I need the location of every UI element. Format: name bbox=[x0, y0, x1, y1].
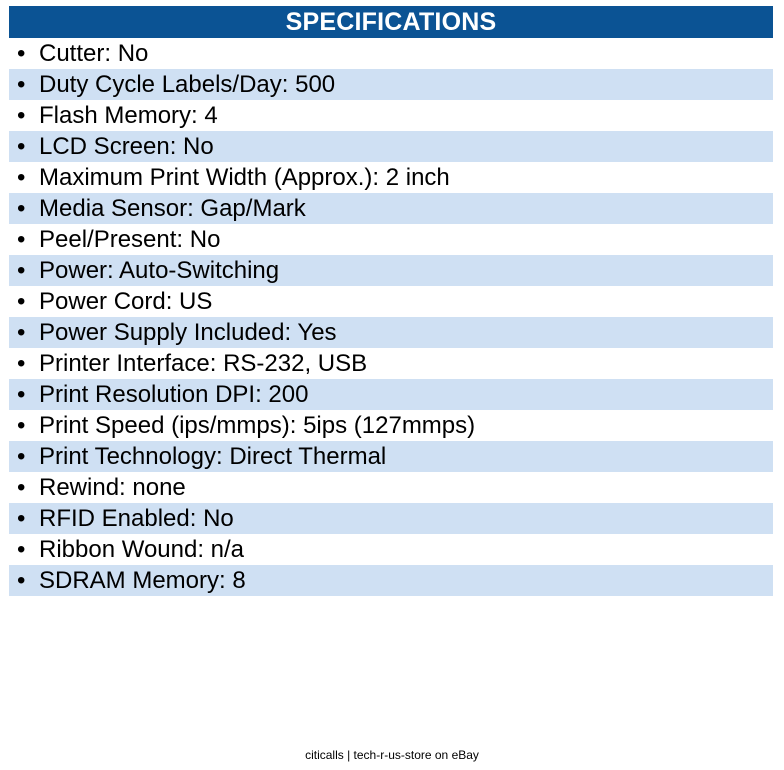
spec-list bbox=[9, 38, 773, 596]
bullet-icon: • bbox=[17, 164, 26, 191]
spec-row-power-supply bbox=[9, 317, 773, 348]
spec-row-ribbon-wound bbox=[9, 534, 773, 565]
spec-text: Rewind: none bbox=[39, 474, 186, 501]
specifications-panel bbox=[9, 6, 773, 596]
spec-row-media-sensor bbox=[9, 193, 773, 224]
spec-text: RFID Enabled: No bbox=[39, 505, 234, 532]
spec-text: Ribbon Wound: n/a bbox=[39, 536, 245, 563]
spec-text: Flash Memory: 4 bbox=[39, 102, 218, 129]
spec-text: SDRAM Memory: 8 bbox=[39, 567, 246, 594]
bullet-icon: • bbox=[17, 443, 26, 470]
spec-text: Maximum Print Width (Approx.): 2 inch bbox=[39, 164, 450, 191]
spec-row-rfid-enabled bbox=[9, 503, 773, 534]
spec-text: Power Supply Included: Yes bbox=[39, 319, 337, 346]
bullet-icon: • bbox=[17, 474, 26, 501]
bullet-icon: • bbox=[17, 257, 26, 284]
spec-row-printer-interface bbox=[9, 348, 773, 379]
spec-row-sdram-memory bbox=[9, 565, 773, 596]
bullet-icon: • bbox=[17, 350, 26, 377]
bullet-icon: • bbox=[17, 226, 26, 253]
spec-row-cutter bbox=[9, 38, 773, 69]
spec-text: LCD Screen: No bbox=[39, 133, 214, 160]
footer-credit: citicalls | tech-r-us-store on eBay bbox=[305, 748, 479, 762]
spec-row-power-cord bbox=[9, 286, 773, 317]
spec-row-lcd-screen bbox=[9, 131, 773, 162]
bullet-icon: • bbox=[17, 319, 26, 346]
spec-text: Print Technology: Direct Thermal bbox=[39, 443, 387, 470]
spec-text: Media Sensor: Gap/Mark bbox=[39, 195, 306, 222]
spec-row-peel-present bbox=[9, 224, 773, 255]
spec-row-print-speed bbox=[9, 410, 773, 441]
spec-row-duty-cycle bbox=[9, 69, 773, 100]
spec-text: Power: Auto-Switching bbox=[39, 257, 280, 284]
bullet-icon: • bbox=[17, 567, 26, 594]
bullet-icon: • bbox=[17, 536, 26, 563]
spec-row-print-technology bbox=[9, 441, 773, 472]
bullet-icon: • bbox=[17, 195, 26, 222]
spec-row-flash-memory bbox=[9, 100, 773, 131]
spec-text: Print Speed (ips/mmps): 5ips (127mmps) bbox=[39, 412, 476, 439]
bullet-icon: • bbox=[17, 40, 26, 67]
spec-text: Printer Interface: RS-232, USB bbox=[39, 350, 368, 377]
spec-row-power bbox=[9, 255, 773, 286]
bullet-icon: • bbox=[17, 102, 26, 129]
spec-text: Peel/Present: No bbox=[39, 226, 221, 253]
bullet-icon: • bbox=[17, 381, 26, 408]
bullet-icon: • bbox=[17, 412, 26, 439]
spec-text: Duty Cycle Labels/Day: 500 bbox=[39, 71, 336, 98]
spec-row-max-print-width bbox=[9, 162, 773, 193]
bullet-icon: • bbox=[17, 133, 26, 160]
specifications-header: SPECIFICATIONS bbox=[9, 6, 773, 38]
spec-row-rewind bbox=[9, 472, 773, 503]
bullet-icon: • bbox=[17, 505, 26, 532]
spec-text: Power Cord: US bbox=[39, 288, 213, 315]
spec-text: Print Resolution DPI: 200 bbox=[39, 381, 309, 408]
bullet-icon: • bbox=[17, 71, 26, 98]
spec-row-print-resolution bbox=[9, 379, 773, 410]
spec-text: Cutter: No bbox=[39, 40, 149, 67]
bullet-icon: • bbox=[17, 288, 26, 315]
